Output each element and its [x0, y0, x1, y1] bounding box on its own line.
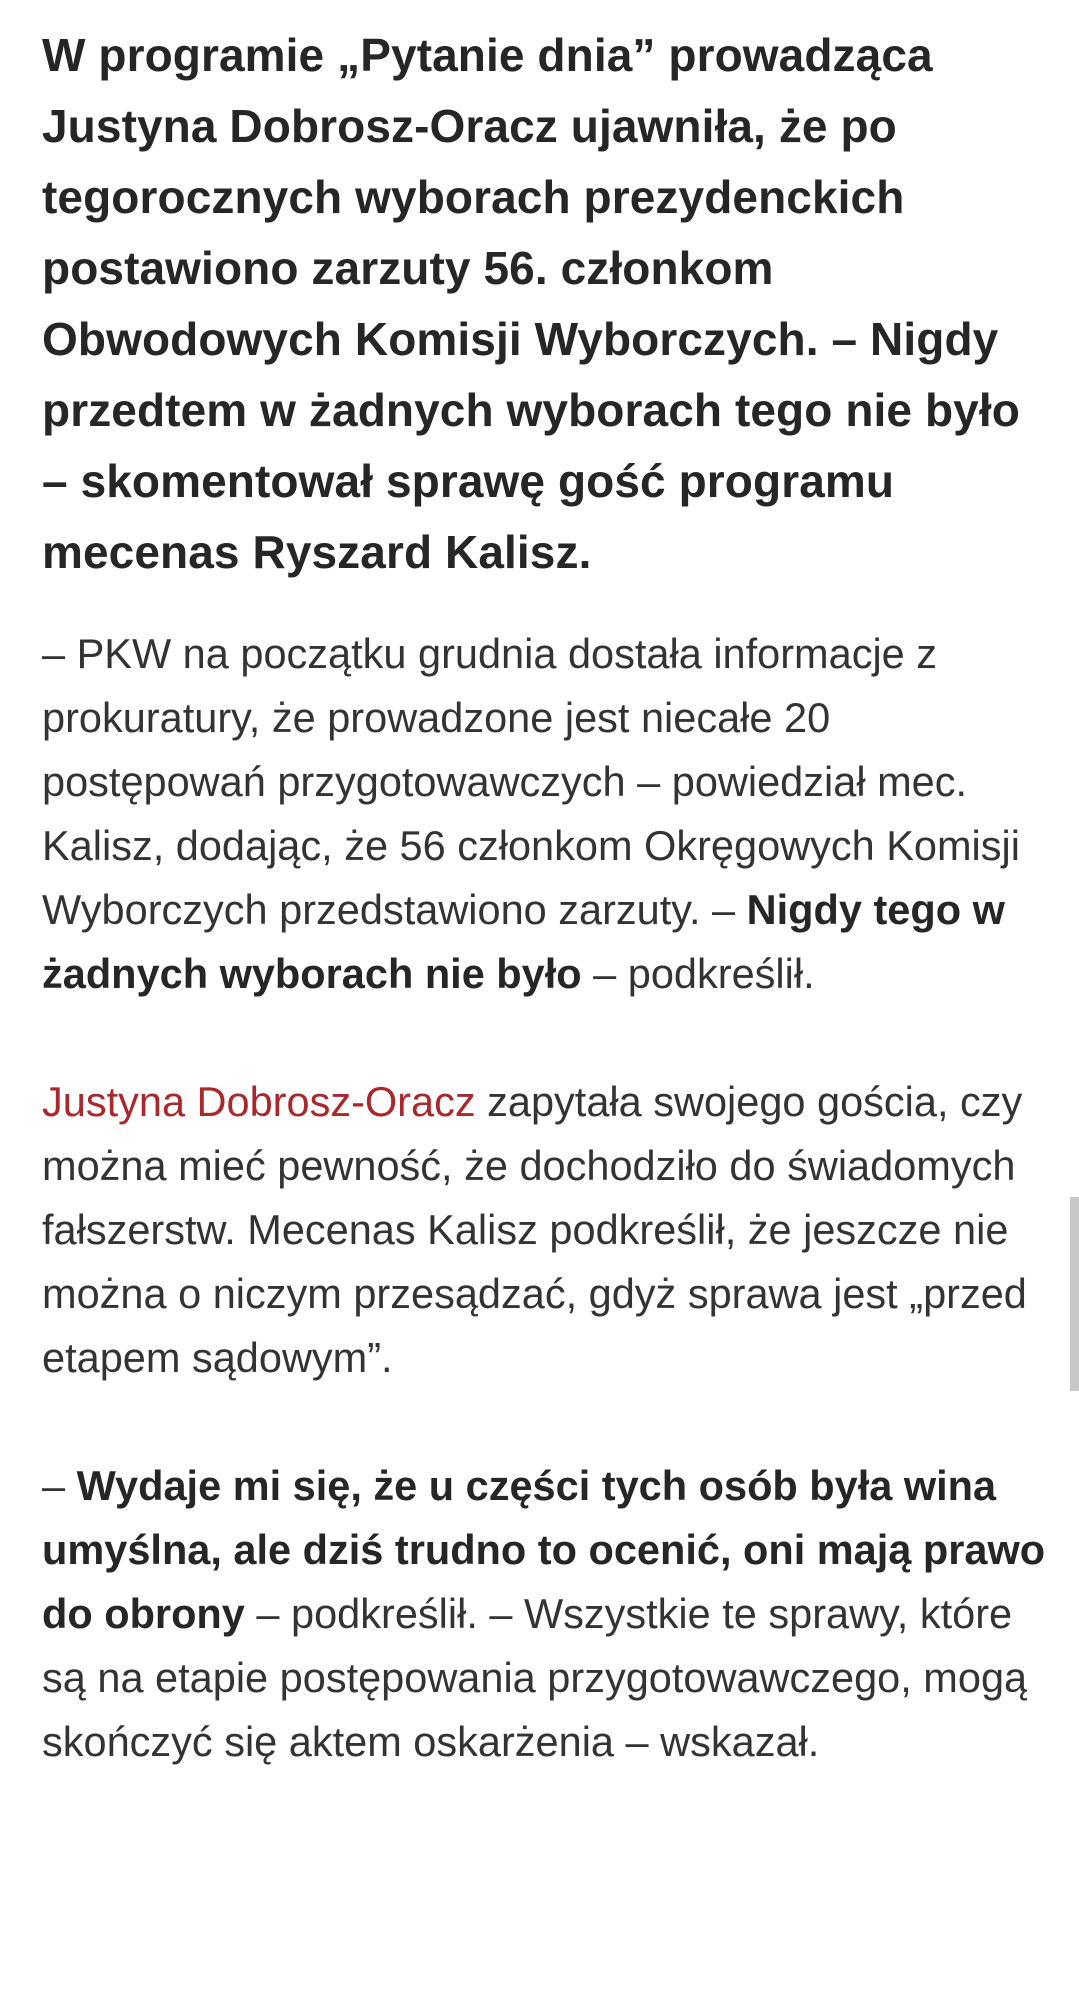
paragraph-text: zapytała swojego gościa, czy można mieć pewność, że dochodziło do świadomych fałszerstw. Mecenas Kalisz podkreślił, że jeszcze nie można o niczym przesądzać, gdyż sprawa jest „przed etapem sądowym”.: [42, 1078, 1027, 1381]
article-body: [42, 20, 1052, 1838]
paragraph-text: –: [42, 1462, 77, 1509]
paragraph-text: – PKW na początku grudnia dostała informacje z prokuratury, że prowadzone jest niecałe 20 postępowań przygotowawczych – powiedział mec. Kalisz, dodając, że 56 członkom Okręgowych Komisji Wyborczych przedstawiono zarzuty. –: [42, 630, 1020, 933]
scrollbar-thumb[interactable]: [1070, 1197, 1079, 1391]
article-paragraph-1: [42, 622, 1052, 1006]
paragraph-bold-quote: Nigdy tego w żadnych wyborach nie było: [42, 886, 1005, 997]
paragraph-text: – podkreślił. – Wszystkie te sprawy, które są na etapie postępowania przygotowawczego, mogą skończyć się aktem oskarżenia – wskazał.: [42, 1590, 1028, 1765]
article-paragraph-2: [42, 1070, 1052, 1390]
article-lead: W programie „Pytanie dnia” prowadząca Justyna Dobrosz-Oracz ujawniła, że po tegorocznych wyborach prezydenckich postawiono zarzuty 56. członkom Obwodowych Komisji Wyborczych. – Nigdy przedtem w żadnych wyborach tego nie było – skomentował sprawę gość programu mecenas Ryszard Kalisz.: [42, 29, 1020, 578]
paragraph-bold-quote: Wydaje mi się, że u części tych osób była wina umyślna, ale dziś trudno to ocenić, oni mają prawo do obrony: [42, 1462, 1046, 1637]
person-link-justyna-dobrosz-oracz[interactable]: Justyna Dobrosz-Oracz: [42, 1078, 476, 1125]
paragraph-text: – podkreślił.: [581, 950, 815, 997]
article-paragraph-3: [42, 1454, 1052, 1774]
